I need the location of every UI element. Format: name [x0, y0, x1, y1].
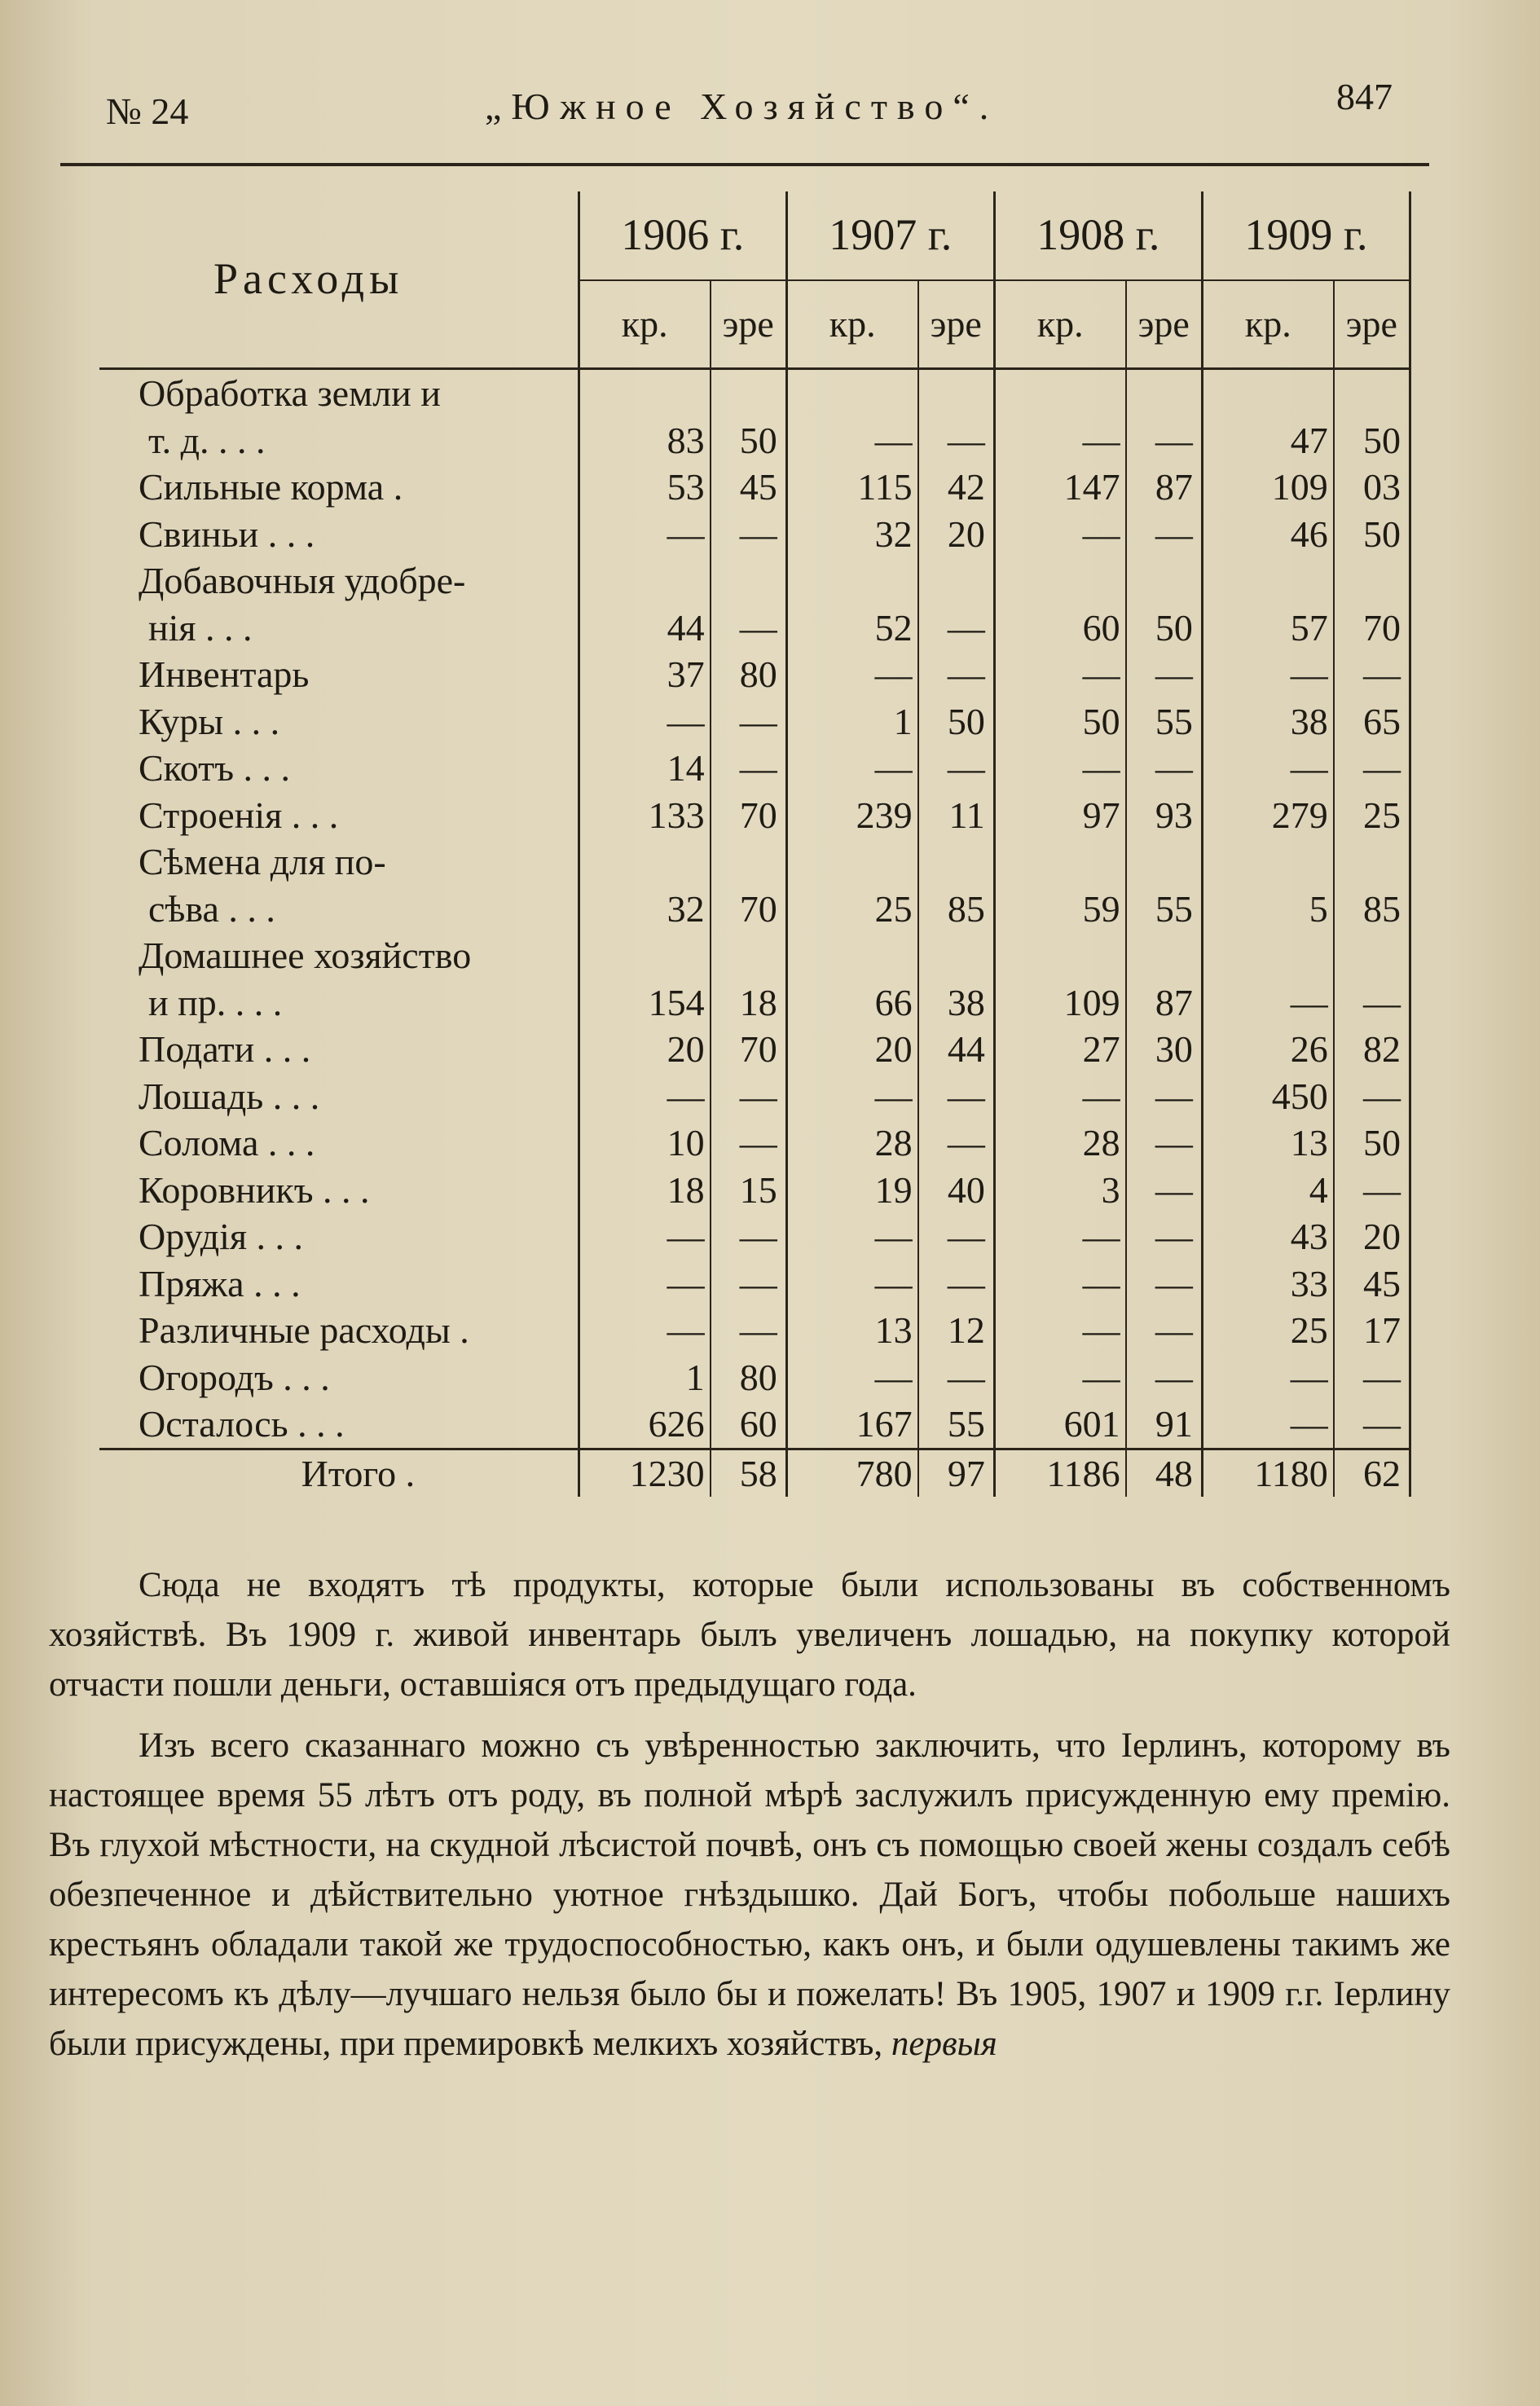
table-cell: 87: [1126, 464, 1203, 511]
table-row: [99, 1167, 1410, 1214]
table-cell: —: [579, 1073, 710, 1120]
page-number: 847: [1336, 76, 1393, 117]
table-cell: 167: [786, 1401, 917, 1449]
unit-kr-header: кр.: [786, 280, 917, 369]
table-cell: —: [1126, 745, 1203, 792]
table-cell: 85: [1334, 886, 1410, 933]
table-cell: 26: [1202, 1026, 1333, 1073]
expenses-header: Расходы: [99, 191, 579, 369]
table-row: [99, 557, 1410, 605]
table-cell: 25: [786, 886, 917, 933]
table-cell: —: [1126, 1167, 1203, 1214]
year-header: 1906 г.: [579, 191, 786, 280]
row-label: Сѣмена для по-: [99, 838, 579, 886]
table-cell: —: [918, 651, 995, 698]
table-cell: —: [711, 1213, 787, 1260]
table-cell: —: [994, 1073, 1125, 1120]
unit-ere-header: эре: [1126, 280, 1203, 369]
table-cell: —: [918, 1213, 995, 1260]
table-cell: 43: [1202, 1213, 1333, 1260]
table-cell: [918, 557, 995, 605]
table-cell: 66: [786, 979, 917, 1027]
table-cell: —: [786, 1354, 917, 1401]
table-cell: 154: [579, 979, 710, 1027]
table-cell: —: [994, 745, 1125, 792]
table-cell: [711, 369, 787, 417]
table-cell: —: [579, 511, 710, 558]
table-cell: —: [994, 1260, 1125, 1308]
unit-ere-header: эре: [918, 280, 995, 369]
table-cell: 11: [918, 792, 995, 839]
table-cell: [1126, 838, 1203, 886]
table-cell: —: [579, 1260, 710, 1308]
table-cell: —: [1202, 1401, 1333, 1449]
table-cell: 45: [711, 464, 787, 511]
table-cell: —: [1126, 1354, 1203, 1401]
table-cell: —: [1126, 651, 1203, 698]
table-cell: [579, 932, 710, 979]
table-cell: [918, 932, 995, 979]
table-cell: 50: [1334, 417, 1410, 464]
table-cell: —: [1334, 979, 1410, 1027]
table-cell: 44: [918, 1026, 995, 1073]
table-cell: —: [918, 1073, 995, 1120]
table-row: [99, 1401, 1410, 1449]
table-cell: 50: [1334, 1119, 1410, 1167]
table-cell: [1334, 557, 1410, 605]
table-cell: 109: [994, 979, 1125, 1027]
table-cell: 450: [1202, 1073, 1333, 1120]
table-cell: 279: [1202, 792, 1333, 839]
table-cell: 239: [786, 792, 917, 839]
table-cell: [711, 557, 787, 605]
table-cell: —: [786, 417, 917, 464]
table-cell: 1: [786, 698, 917, 746]
table-cell: 115: [786, 464, 917, 511]
table-cell: —: [786, 1213, 917, 1260]
table-cell: —: [1334, 1073, 1410, 1120]
table-cell: 20: [579, 1026, 710, 1073]
table-cell: —: [1202, 979, 1333, 1027]
table-cell: 52: [786, 605, 917, 652]
table-cell: 109: [1202, 464, 1333, 511]
row-label: Различные расходы .: [99, 1307, 579, 1354]
table-row: [99, 698, 1410, 746]
row-label: Обработка земли и: [99, 369, 579, 417]
row-label: Скотъ . . .: [99, 745, 579, 792]
table-cell: 33: [1202, 1260, 1333, 1308]
row-label: Куры . . .: [99, 698, 579, 746]
table-cell: 46: [1202, 511, 1333, 558]
table-cell: 45: [1334, 1260, 1410, 1308]
table-cell: —: [994, 1213, 1125, 1260]
table-cell: 65: [1334, 698, 1410, 746]
table-cell: —: [711, 1073, 787, 1120]
row-label: Солома . . .: [99, 1119, 579, 1167]
row-label: Орудія . . .: [99, 1213, 579, 1260]
row-label: Домашнее хозяйство: [99, 932, 579, 979]
table-cell: —: [711, 605, 787, 652]
row-label: Осталось . . .: [99, 1401, 579, 1449]
table-cell: [994, 369, 1125, 417]
table-cell: 13: [786, 1307, 917, 1354]
table-cell: 20: [1334, 1213, 1410, 1260]
table-cell: —: [1202, 651, 1333, 698]
table-cell: —: [1126, 1073, 1203, 1120]
row-label: Огородъ . . .: [99, 1354, 579, 1401]
year-header: 1907 г.: [786, 191, 994, 280]
table-cell: 20: [918, 511, 995, 558]
table-cell: 19: [786, 1167, 917, 1214]
table-row: [99, 464, 1410, 511]
total-cell: 780: [786, 1449, 917, 1497]
table-cell: —: [786, 745, 917, 792]
table-cell: [786, 369, 917, 417]
table-cell: —: [994, 417, 1125, 464]
table-row: [99, 1307, 1410, 1354]
table-cell: 18: [579, 1167, 710, 1214]
table-cell: —: [994, 1307, 1125, 1354]
total-cell: 1230: [579, 1449, 710, 1497]
table-cell: 38: [918, 979, 995, 1027]
table-cell: —: [579, 698, 710, 746]
table-cell: 27: [994, 1026, 1125, 1073]
table-cell: 50: [918, 698, 995, 746]
table-cell: 80: [711, 1354, 787, 1401]
table-cell: 50: [1334, 511, 1410, 558]
issue-number: № 24: [106, 90, 189, 132]
table-cell: 55: [1126, 698, 1203, 746]
table-cell: 50: [711, 417, 787, 464]
table-cell: 17: [1334, 1307, 1410, 1354]
table-cell: [994, 557, 1125, 605]
table-cell: 4: [1202, 1167, 1333, 1214]
table-cell: [579, 557, 710, 605]
table-cell: [1126, 557, 1203, 605]
table-cell: [1202, 932, 1333, 979]
table-row: [99, 1354, 1410, 1401]
table-cell: —: [579, 1307, 710, 1354]
table-cell: 28: [786, 1119, 917, 1167]
table-cell: 18: [711, 979, 787, 1027]
total-cell: 58: [711, 1449, 787, 1497]
row-label: и пр. . . .: [99, 979, 579, 1027]
table-cell: 1: [579, 1354, 710, 1401]
table-cell: [1334, 838, 1410, 886]
table-cell: —: [994, 511, 1125, 558]
table-cell: 626: [579, 1401, 710, 1449]
table-cell: [1202, 838, 1333, 886]
table-row: [99, 1119, 1410, 1167]
table-cell: —: [711, 511, 787, 558]
unit-ere-header: эре: [1334, 280, 1410, 369]
table-cell: —: [918, 745, 995, 792]
unit-kr-header: кр.: [1202, 280, 1333, 369]
row-label: Коровникъ . . .: [99, 1167, 579, 1214]
table-cell: —: [918, 1260, 995, 1308]
table-cell: 15: [711, 1167, 787, 1214]
table-cell: 60: [711, 1401, 787, 1449]
expenses-table: [99, 191, 1411, 1497]
table-cell: [1126, 369, 1203, 417]
body-text: [49, 1560, 1450, 2080]
total-cell: 48: [1126, 1449, 1203, 1497]
table-cell: —: [1334, 1401, 1410, 1449]
paragraph-text: Изъ всего сказаннаго можно съ увѣренностью заключить, что Іерлинъ, которому въ настоящее время 55 лѣтъ отъ роду, въ полной мѣрѣ заслужилъ присужденную ему премію. Въ глухой мѣстности, на скудной лѣсистой почвѣ, онъ съ помощью своей жены создалъ себѣ обезпеченное и дѣйствительно уютное гнѣздышко. Дай Богъ, чтобы побольше нашихъ крестьянъ обладали такой же трудоспособностью, какъ онъ, и были одушевлены такимъ же интересомъ къ дѣлу—лучшаго нельзя было бы и пожелать! Въ 1905, 1907 и 1909 г.г. Іерлину были присуждены, при премировкѣ мелкихъ хозяйствъ,: [49, 1726, 1450, 2063]
table-cell: —: [1334, 1167, 1410, 1214]
row-label: Пряжа . . .: [99, 1260, 579, 1308]
table-row: [99, 932, 1410, 979]
table-cell: 70: [711, 886, 787, 933]
paragraph: [49, 1721, 1450, 2069]
table-row: [99, 369, 1410, 417]
table-row: [99, 979, 1410, 1027]
table-row: [99, 745, 1410, 792]
table-cell: —: [994, 651, 1125, 698]
row-label: нія . . .: [99, 605, 579, 652]
table-cell: 03: [1334, 464, 1410, 511]
table-cell: 82: [1334, 1026, 1410, 1073]
row-label: т. д. . . .: [99, 417, 579, 464]
table-cell: 3: [994, 1167, 1125, 1214]
table-cell: 10: [579, 1119, 710, 1167]
table-cell: 13: [1202, 1119, 1333, 1167]
table-cell: 87: [1126, 979, 1203, 1027]
table-cell: 70: [1334, 605, 1410, 652]
year-header: 1909 г.: [1202, 191, 1410, 280]
table-cell: —: [786, 1260, 917, 1308]
total-cell: 62: [1334, 1449, 1410, 1497]
table-row: [99, 1026, 1410, 1073]
row-label: Подати . . .: [99, 1026, 579, 1073]
row-label: сѣва . . .: [99, 886, 579, 933]
table-cell: —: [1334, 745, 1410, 792]
table-cell: [1334, 369, 1410, 417]
table-cell: —: [1202, 745, 1333, 792]
table-cell: —: [1126, 1260, 1203, 1308]
table-cell: 42: [918, 464, 995, 511]
table-cell: [579, 838, 710, 886]
table-cell: —: [918, 605, 995, 652]
table-cell: 97: [994, 792, 1125, 839]
table-cell: —: [918, 417, 995, 464]
table-cell: 601: [994, 1401, 1125, 1449]
table-cell: 50: [1126, 605, 1203, 652]
table-cell: —: [711, 1307, 787, 1354]
table-cell: 5: [1202, 886, 1333, 933]
table-cell: 32: [579, 886, 710, 933]
table-cell: 53: [579, 464, 710, 511]
table-cell: —: [918, 1119, 995, 1167]
table-cell: —: [579, 1213, 710, 1260]
table-cell: [579, 369, 710, 417]
row-label: Добавочныя удобре-: [99, 557, 579, 605]
table-row: [99, 417, 1410, 464]
table-cell: 14: [579, 745, 710, 792]
row-label: Лошадь . . .: [99, 1073, 579, 1120]
table-cell: —: [1126, 511, 1203, 558]
table-cell: 55: [1126, 886, 1203, 933]
table-cell: 25: [1334, 792, 1410, 839]
table-cell: 80: [711, 651, 787, 698]
expenses-table-container: [99, 191, 1411, 1560]
table-cell: [786, 932, 917, 979]
table-cell: [918, 838, 995, 886]
header-rule: [60, 163, 1429, 166]
table-cell: 40: [918, 1167, 995, 1214]
table-cell: [786, 557, 917, 605]
table-cell: 147: [994, 464, 1125, 511]
table-cell: 70: [711, 1026, 787, 1073]
table-cell: [1202, 557, 1333, 605]
table-cell: [1334, 932, 1410, 979]
table-cell: 60: [994, 605, 1125, 652]
table-cell: [1202, 369, 1333, 417]
table-cell: [994, 932, 1125, 979]
table-cell: 85: [918, 886, 995, 933]
table-cell: 25: [1202, 1307, 1333, 1354]
unit-kr-header: кр.: [579, 280, 710, 369]
table-cell: —: [711, 745, 787, 792]
table-cell: —: [786, 651, 917, 698]
table-cell: 28: [994, 1119, 1125, 1167]
table-cell: —: [786, 1073, 917, 1120]
table-cell: [711, 838, 787, 886]
table-cell: —: [1334, 1354, 1410, 1401]
table-cell: 91: [1126, 1401, 1203, 1449]
table-cell: 44: [579, 605, 710, 652]
expenses-table-body: [99, 369, 1410, 1449]
table-cell: [994, 838, 1125, 886]
row-label: Инвентарь: [99, 651, 579, 698]
row-label: Свиньи . . .: [99, 511, 579, 558]
table-cell: 50: [994, 698, 1125, 746]
table-cell: 12: [918, 1307, 995, 1354]
table-cell: 38: [1202, 698, 1333, 746]
total-label: Итого .: [99, 1449, 579, 1497]
table-cell: [786, 838, 917, 886]
table-cell: 55: [918, 1401, 995, 1449]
table-cell: —: [1126, 1307, 1203, 1354]
table-row: [99, 886, 1410, 933]
table-cell: —: [1126, 417, 1203, 464]
table-cell: —: [711, 698, 787, 746]
table-cell: 30: [1126, 1026, 1203, 1073]
page-header: [98, 75, 1434, 132]
paragraph: Сюда не входятъ тѣ продукты, которые были использованы въ собственномъ хозяйствѣ. Въ 1909 г. живой инвентарь былъ увеличенъ лошадью, на покупку которой отчасти пошли деньги, оставшіяся отъ предыдущаго года.: [49, 1566, 1450, 1704]
table-row: [99, 511, 1410, 558]
table-cell: [1126, 932, 1203, 979]
table-row: [99, 792, 1410, 839]
total-cell: 1186: [994, 1449, 1125, 1497]
table-cell: —: [1126, 1213, 1203, 1260]
table-cell: 83: [579, 417, 710, 464]
table-cell: 37: [579, 651, 710, 698]
table-cell: 32: [786, 511, 917, 558]
table-cell: —: [994, 1354, 1125, 1401]
row-label: Сильные корма .: [99, 464, 579, 511]
total-row: [99, 1449, 1410, 1497]
table-cell: 70: [711, 792, 787, 839]
table-cell: 57: [1202, 605, 1333, 652]
table-cell: —: [1202, 1354, 1333, 1401]
table-row: [99, 838, 1410, 886]
unit-ere-header: эре: [711, 280, 787, 369]
journal-title: „Южное Хозяйство“.: [485, 86, 999, 127]
table-row: [99, 605, 1410, 652]
table-cell: —: [918, 1354, 995, 1401]
table-cell: 93: [1126, 792, 1203, 839]
unit-kr-header: кр.: [994, 280, 1125, 369]
table-cell: 133: [579, 792, 710, 839]
year-header: 1908 г.: [994, 191, 1202, 280]
table-cell: 47: [1202, 417, 1333, 464]
table-cell: —: [1126, 1119, 1203, 1167]
total-cell: 97: [918, 1449, 995, 1497]
table-cell: [711, 932, 787, 979]
italic-word: первыя: [891, 2025, 997, 2063]
total-cell: 1180: [1202, 1449, 1333, 1497]
table-row: [99, 651, 1410, 698]
table-cell: —: [711, 1260, 787, 1308]
table-cell: —: [711, 1119, 787, 1167]
table-cell: 59: [994, 886, 1125, 933]
table-row: [99, 1073, 1410, 1120]
table-row: [99, 1213, 1410, 1260]
table-row: [99, 1260, 1410, 1308]
table-cell: [918, 369, 995, 417]
table-cell: 20: [786, 1026, 917, 1073]
row-label: Строенія . . .: [99, 792, 579, 839]
table-cell: —: [1334, 651, 1410, 698]
